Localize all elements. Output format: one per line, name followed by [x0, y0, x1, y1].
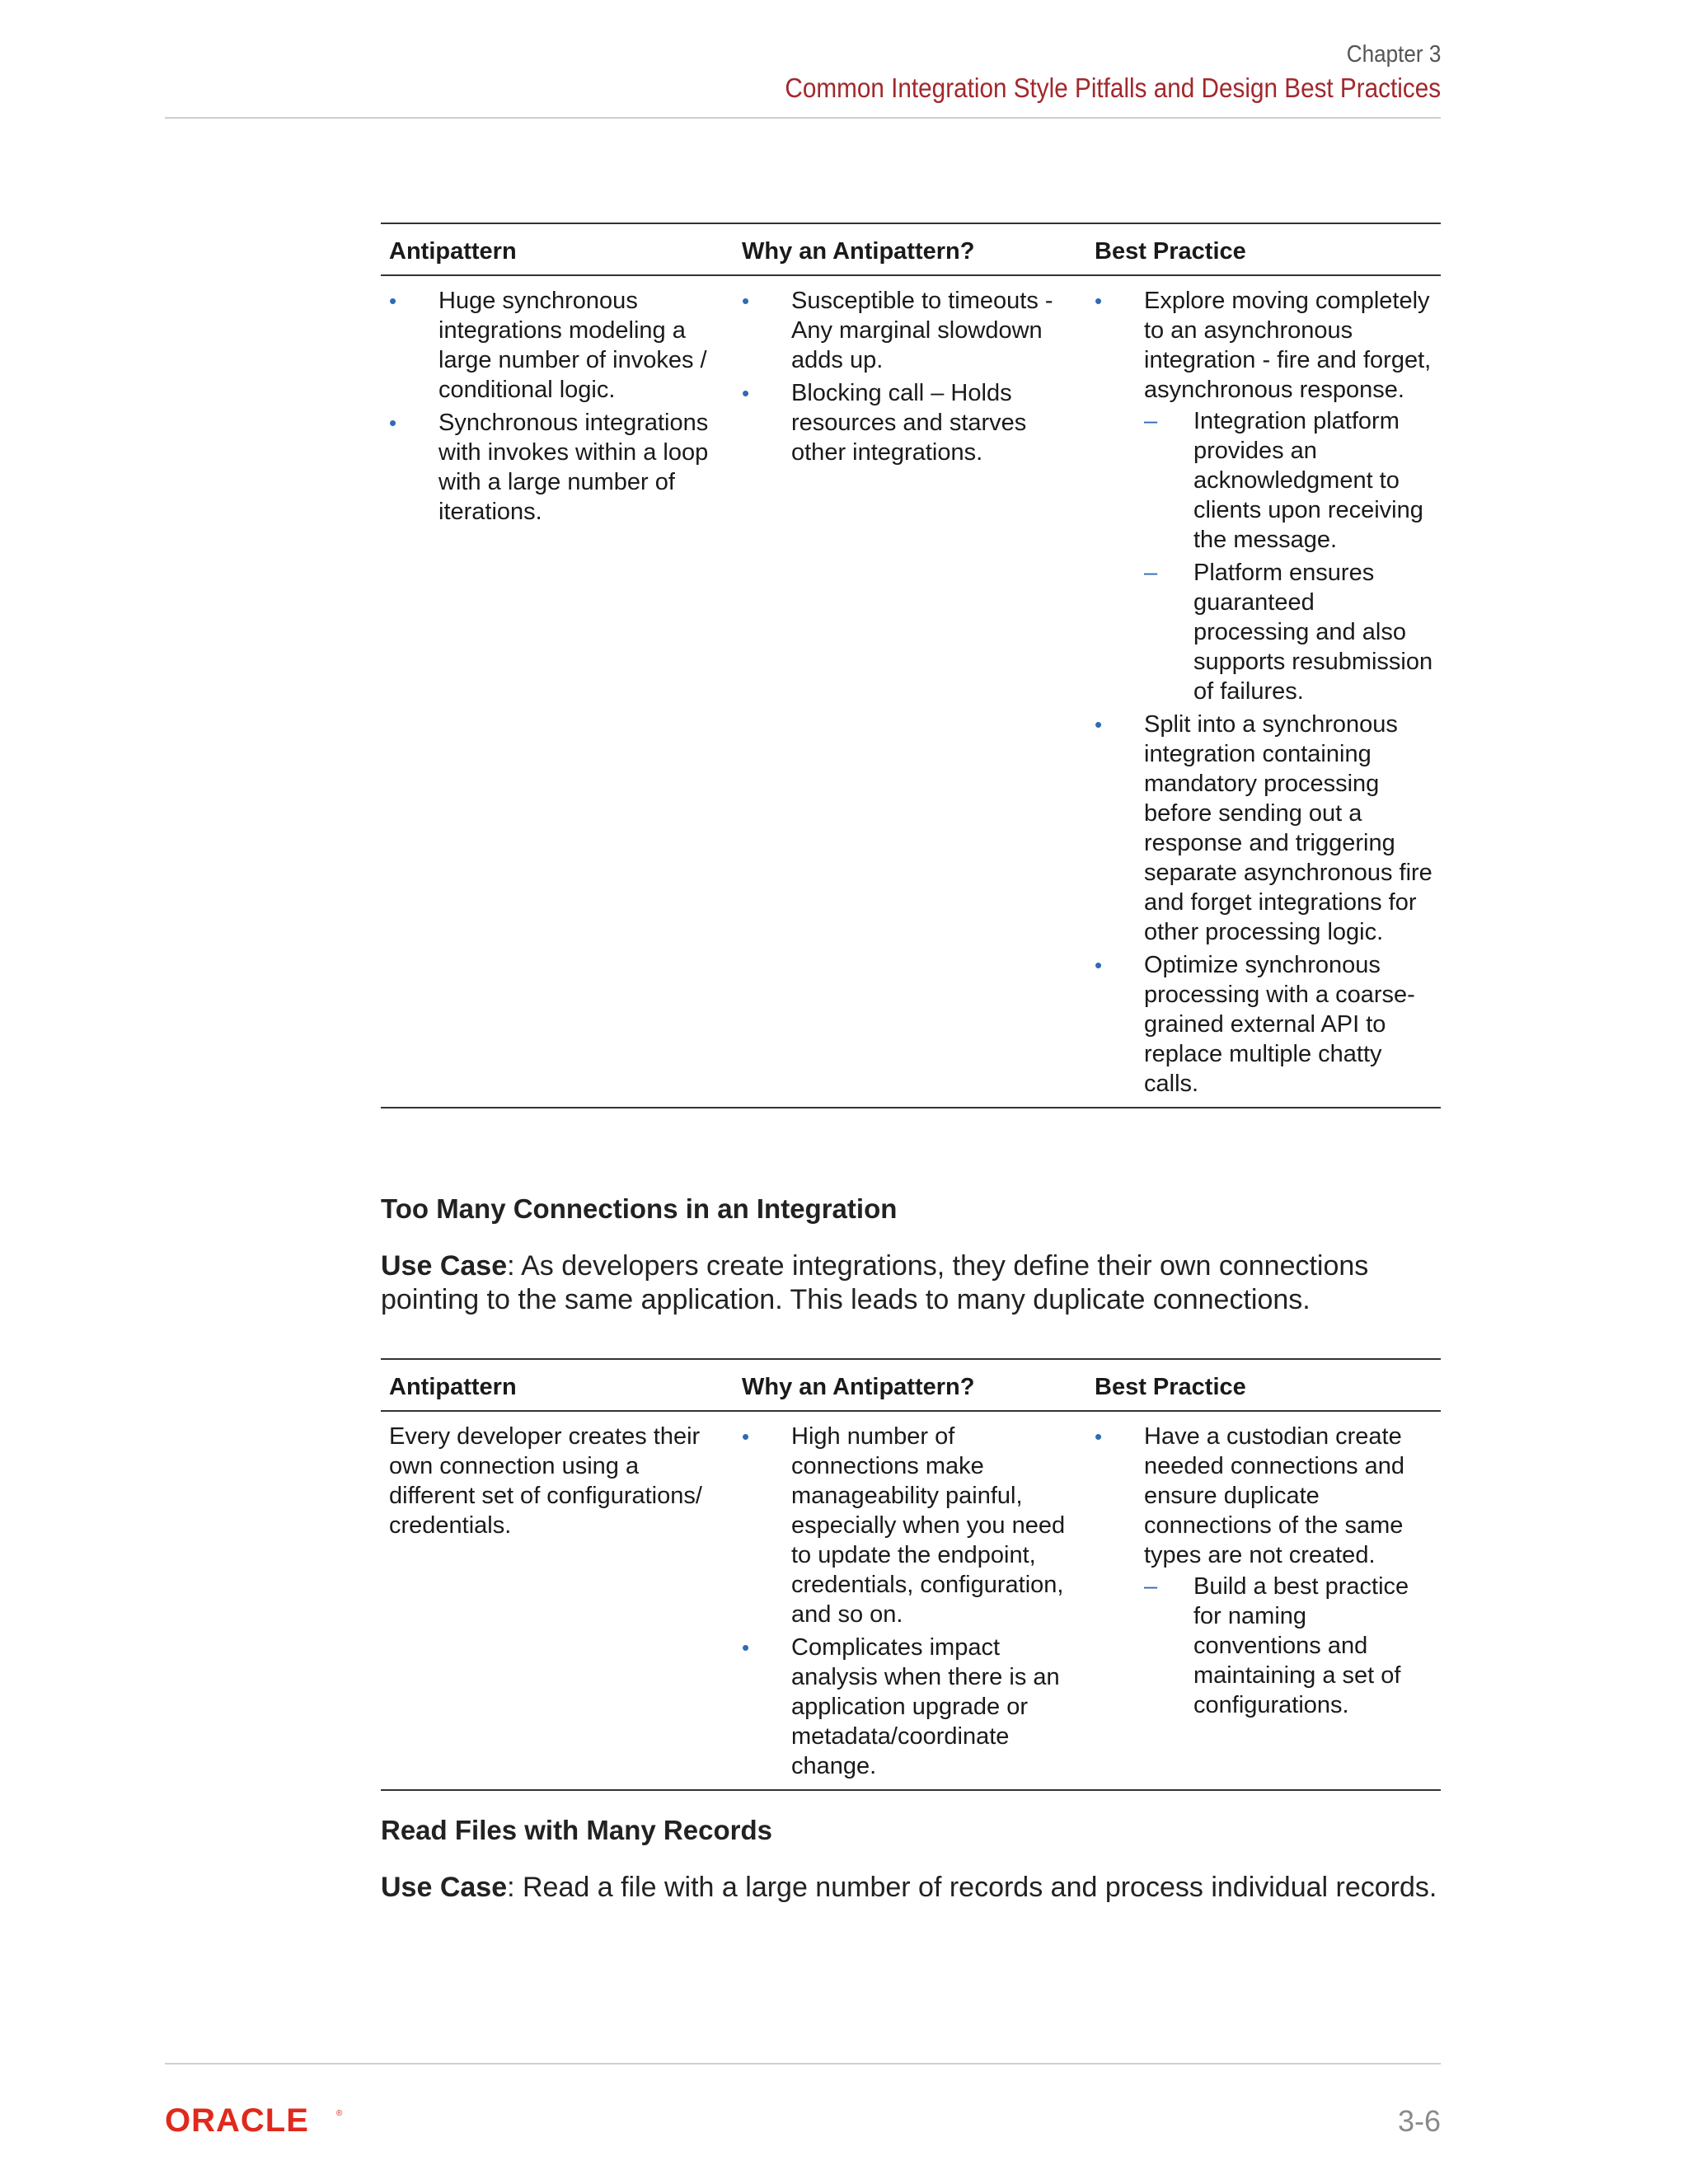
list-item-text: Have a custodian create needed connections and ensure duplicate connections of the same types are not created.: [1144, 1423, 1405, 1568]
use-case-label: Use Case: [381, 1872, 508, 1903]
list-item: [1095, 286, 1434, 706]
table-row: [381, 275, 1441, 1108]
list-item: • Split into a synchronous integration containing mandatory processing before sending out a response and triggering separate asynchronous fire and forget integrations for other processing logic.: [1095, 710, 1434, 947]
page-number: 3-6: [1397, 2104, 1441, 2138]
list-item: • Susceptible to timeouts - Any marginal slowdown adds up.: [742, 286, 1080, 375]
antipattern-cell: [381, 275, 734, 1108]
logo-text: ORACLE: [165, 2104, 309, 2137]
oracle-logo: [165, 2104, 354, 2141]
table2-container: [381, 1358, 1441, 1791]
list-item-text: Explore moving completely to an asynchronous integration - fire and forget, asynchronous response.: [1144, 288, 1432, 403]
column-header-why: Why an Antipattern?: [734, 223, 1086, 275]
list-item: • Blocking call – Holds resources and starves other integrations.: [742, 378, 1080, 467]
use-case-paragraph: [381, 1871, 1441, 1905]
section-heading: Too Many Connections in an Integration: [381, 1193, 898, 1224]
table-row: [381, 1411, 1441, 1790]
list-item: • High number of connections make manageability painful, especially when you need to update the endpoint, credentials, configuration, and so on.: [742, 1422, 1080, 1629]
antipattern-table-1: [381, 223, 1441, 1108]
table-header-row: [381, 223, 1441, 275]
table1-container: [381, 223, 1441, 1108]
section-heading: Read Files with Many Records: [381, 1815, 772, 1845]
section-too-many-connections: [381, 1193, 1441, 1317]
sub-list-item: – Platform ensures guaranteed processing and also supports resubmission of failures.: [1144, 558, 1434, 706]
column-header-best-practice: Best Practice: [1086, 223, 1441, 275]
antipattern-text: Every developer creates their own connection using a different set of configurations/ credentials.: [389, 1423, 702, 1539]
list-item: • Synchronous integrations with invokes within a loop with a large number of iterations.: [389, 408, 727, 527]
antipattern-table-2: [381, 1358, 1441, 1791]
antipattern-cell: [381, 1411, 734, 1790]
chapter-title: Common Integration Style Pitfalls and Design Best Practices: [785, 73, 1441, 103]
section-read-files: [381, 1815, 1441, 1905]
footer-divider: [165, 2063, 1441, 2064]
list-item: [1095, 1422, 1434, 1720]
use-case-label: Use Case: [381, 1250, 508, 1282]
column-header-why: Why an Antipattern?: [734, 1359, 1086, 1411]
why-cell: [734, 1411, 1086, 1790]
why-cell: [734, 275, 1086, 1108]
list-item: • Huge synchronous integrations modeling a large number of invokes / conditional logic.: [389, 286, 727, 405]
column-header-antipattern: Antipattern: [381, 1359, 734, 1411]
sub-list-item: – Build a best practice for naming conventions and maintaining a set of configurations.: [1144, 1572, 1434, 1720]
best-practice-cell: [1086, 1411, 1441, 1790]
list-item: • Optimize synchronous processing with a coarse-grained external API to replace multiple chatty calls.: [1095, 950, 1434, 1099]
oracle-logo-icon: [165, 2104, 354, 2137]
header-divider: [165, 117, 1441, 119]
column-header-best-practice: Best Practice: [1086, 1359, 1441, 1411]
list-item: • Complicates impact analysis when there is an application upgrade or metadata/coordinate change.: [742, 1633, 1080, 1781]
chapter-label: Chapter 3: [1346, 41, 1441, 68]
use-case-text: : Read a file with a large number of records and process individual records.: [507, 1872, 1437, 1903]
use-case-paragraph: [381, 1249, 1441, 1317]
use-case-text: : As developers create integrations, they define their own connections pointing to the same application. This leads to many duplicate connections.: [381, 1250, 1369, 1315]
registered-mark: ®: [336, 2109, 343, 2118]
table-header-row: [381, 1359, 1441, 1411]
sub-list-item: – Integration platform provides an acknowledgment to clients upon receiving the message.: [1144, 406, 1434, 555]
column-header-antipattern: Antipattern: [381, 223, 734, 275]
best-practice-cell: [1086, 275, 1441, 1108]
